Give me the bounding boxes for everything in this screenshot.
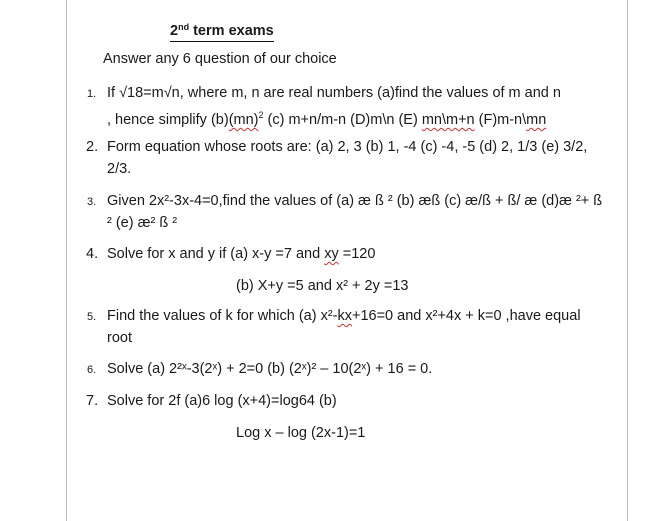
spellcheck-text: mn: [526, 111, 547, 128]
text-run: Find the values of k for which (a) x²-: [107, 308, 338, 324]
text-run: , hence simplify (b): [107, 111, 229, 128]
question-line: Form equation whose roots are: (a) 2, 3 (b) 1, -4 (c) -4, -5 (d) 2, 1/3 (e) 3/2,: [107, 139, 588, 155]
superscript: 2: [258, 110, 264, 120]
text-run: (F)m-n\: [474, 111, 527, 128]
question-line: (b) X+y =5 and x² + 2y =13: [236, 278, 409, 294]
question-line: [107, 104, 628, 126]
question-number: 3.: [87, 196, 97, 208]
title-ordinal-suffix: nd: [178, 22, 190, 32]
question-line: Solve (a) 2²ˣ-3(2ˣ) + 2=0 (b) (2ˣ)² – 10(2ˣ) + 16 = 0.: [107, 361, 433, 377]
question-line: root: [107, 330, 132, 346]
instruction-text: Answer any 6 question of our choice: [103, 51, 337, 67]
spellcheck-text: xy: [324, 246, 339, 262]
question-number: 2.: [86, 139, 99, 155]
text-run: +16=0 and x²+4x + k=0 ,have equal: [351, 308, 581, 324]
question-line: [107, 243, 628, 265]
question-number: 6.: [87, 364, 97, 376]
spellcheck-text: (mn): [228, 111, 259, 128]
spellcheck-text: kx: [337, 308, 352, 324]
question-line: Given 2x²-3x-4=0,find the values of (a) æ ß ² (b) æß (c) æ/ß + ß/ æ (d)æ ²+ ß: [107, 193, 603, 209]
question-line: ² (e) æ² ß ²: [107, 215, 178, 231]
question-line: [107, 305, 628, 327]
question-line: If √18=m√n, where m, n are real numbers (a)find the values of m and n: [107, 85, 561, 101]
question-line: Log x – log (2x-1)=1: [236, 425, 366, 441]
text-run: =120: [338, 246, 376, 262]
text-run: Solve for x and y if (a) x-y =7 and: [107, 246, 325, 262]
question-line: 2/3.: [107, 161, 132, 177]
question-number: 5.: [87, 311, 97, 323]
spellcheck-text: mn\m+n: [421, 111, 475, 128]
page-title: [170, 18, 274, 42]
question-number: 4.: [86, 246, 99, 262]
question-number: 7.: [86, 393, 99, 409]
title-text: term exams: [189, 23, 274, 39]
text-run: (c) m+n/m-n (D)m\n (E): [263, 111, 422, 128]
question-number: 1.: [87, 88, 97, 100]
question-line: Solve for 2f (a)6 log (x+4)=log64 (b): [107, 393, 337, 409]
title-ordinal: 2: [170, 23, 179, 39]
